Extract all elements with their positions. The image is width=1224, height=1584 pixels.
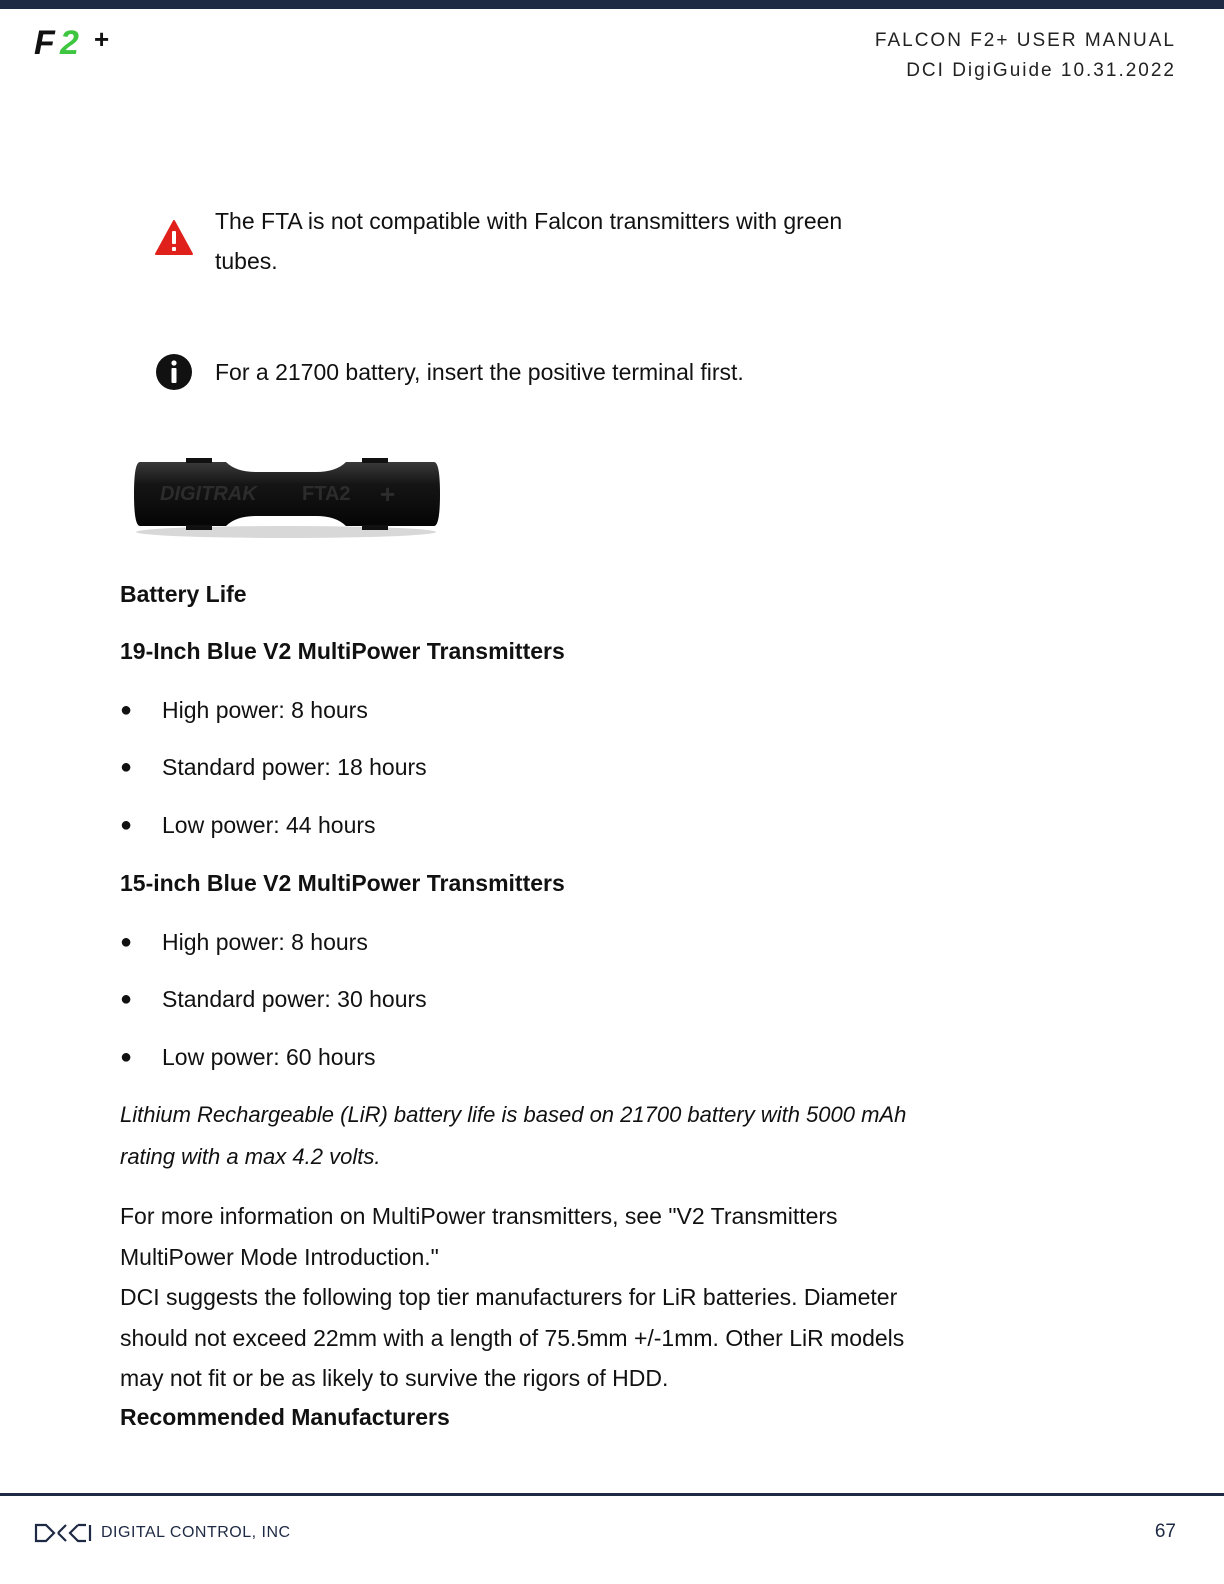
battery-life-note: Lithium Rechargeable (LiR) battery life is based on 21700 battery with 5000 mAh rating with a max 4.2 volts.	[120, 1102, 907, 1169]
warning-notice	[154, 201, 875, 281]
bullet-icon: ●	[120, 756, 133, 778]
guide-date: DCI DigiGuide 10.31.2022	[906, 60, 1176, 81]
header-info	[875, 26, 1176, 86]
multipower-info-paragraph: For more information on MultiPower transmitters, see "V2 Transmitters MultiPower Mode Introduction."	[120, 1203, 838, 1270]
svg-text:F: F	[34, 24, 55, 62]
fta2-adapter-image	[126, 450, 446, 542]
bullet-icon: ●	[120, 988, 133, 1010]
bullet-icon: ●	[120, 814, 133, 836]
bullet-icon: ●	[120, 1046, 133, 1068]
warning-text: The FTA is not compatible with Falcon transmitters with green tubes.	[215, 208, 843, 274]
dci-logo	[34, 1522, 92, 1544]
manual-title: FALCON F2+ USER MANUAL	[874, 30, 1176, 51]
info-notice	[154, 352, 875, 392]
warning-icon	[154, 218, 194, 258]
svg-text:2: 2	[60, 24, 79, 62]
recommended-manufacturers-heading: Recommended Manufacturers	[120, 1404, 450, 1430]
bullet-icon: ●	[120, 931, 133, 953]
footer-company: DIGITAL CONTROL, INC	[101, 1524, 291, 1541]
fta2-label-model: FTA2	[302, 483, 351, 505]
info-text: For a 21700 battery, insert the positive terminal first.	[215, 359, 744, 385]
info-icon	[154, 352, 194, 392]
manufacturer-guidance-paragraph: DCI suggests the following top tier manufacturers for LiR batteries. Diameter should not exceed 22mm with a length of 75.5mm +/-1mm. Other LiR models may not fit or be as likely to survive the rigors of HDD.	[120, 1284, 905, 1391]
section-15-inch-title: 15-inch Blue V2 MultiPower Transmitters	[120, 870, 565, 896]
section-19-inch-title: 19-Inch Blue V2 MultiPower Transmitters	[120, 638, 565, 664]
svg-text:+: +	[94, 24, 110, 54]
fta2-label-plus: +	[380, 479, 396, 509]
bullet-icon: ●	[120, 699, 133, 721]
page-number: 67	[1154, 1521, 1176, 1542]
fta2-label-brand: DIGITRAK	[160, 483, 257, 505]
footer-divider	[0, 1493, 1224, 1496]
battery-life-heading: Battery Life	[120, 581, 247, 607]
top-bar	[0, 0, 1224, 9]
f2-plus-logo	[34, 22, 134, 62]
